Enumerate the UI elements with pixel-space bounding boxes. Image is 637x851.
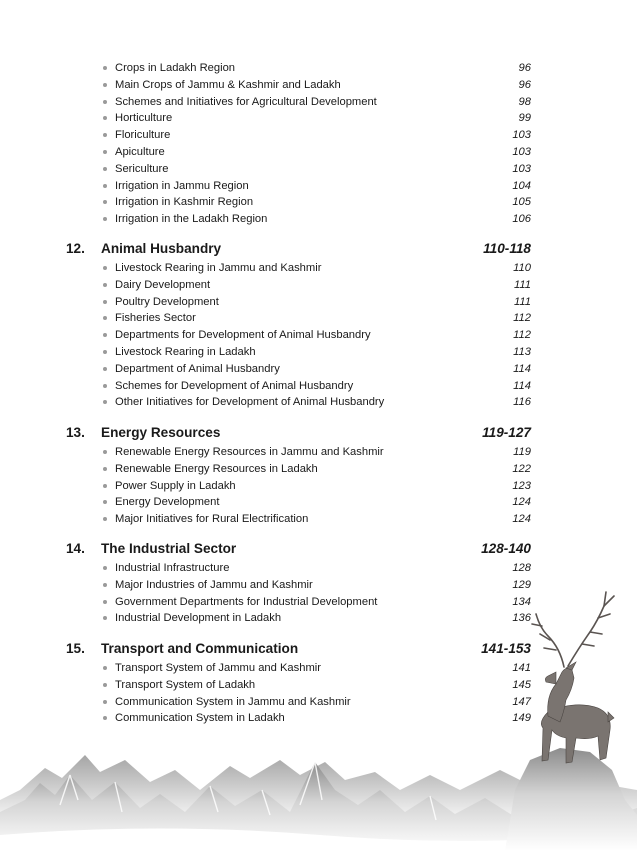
toc-entry-page: 124: [512, 496, 531, 509]
toc-entry-page: 96: [518, 78, 531, 91]
toc-entry[interactable]: [103, 361, 531, 377]
chapter-title: The Industrial Sector: [101, 541, 237, 556]
toc-entry[interactable]: [103, 610, 531, 626]
chapter-heading[interactable]: [66, 240, 531, 258]
toc-entry-label: Energy Development: [103, 494, 219, 510]
toc-entry-page: 114: [513, 379, 531, 392]
toc-entry-label: Major Initiatives for Rural Electrification: [103, 511, 308, 527]
chapter-title-group: [66, 540, 236, 558]
toc-entry[interactable]: [103, 511, 531, 527]
toc-entry-label: Communication System in Ladakh: [103, 710, 285, 726]
toc-entry-page: 141: [512, 662, 531, 674]
toc-entry[interactable]: [103, 694, 531, 710]
chapter-title: Animal Husbandry: [101, 241, 222, 256]
toc-entry-label: Transport System of Ladakh: [103, 677, 255, 693]
toc-entry-label: Schemes for Development of Animal Husbandry: [103, 378, 353, 394]
toc-entry-page: 98: [518, 95, 531, 108]
toc-entry-page: 147: [512, 695, 531, 708]
toc-entry-page: 113: [513, 346, 531, 358]
toc-entry-label: Industrial Development in Ladakh: [103, 610, 281, 626]
toc-entry-page: 111: [513, 295, 531, 308]
toc-entry-page: 149: [512, 712, 531, 725]
toc-entry-page: 112: [513, 329, 531, 342]
toc-entry-page: 103: [512, 162, 531, 175]
toc-entry-page: 99: [518, 112, 531, 125]
toc-entry[interactable]: [103, 577, 531, 593]
toc-entry-label: Crops in Ladakh Region: [103, 60, 235, 76]
toc-entry-page: 124: [512, 513, 531, 526]
chapter-page-range: 119-127: [482, 425, 531, 440]
toc-entry[interactable]: [103, 211, 531, 227]
toc-entry-page: 122: [512, 462, 531, 475]
toc-entry-label: Apiculture: [103, 144, 165, 160]
toc-entry-label: Livestock Rearing in Ladakh: [103, 344, 256, 360]
toc-entry-page: 106: [512, 213, 531, 226]
toc-entry-label: Departments for Development of Animal Husbandry: [103, 327, 371, 343]
toc-entry-label: Government Departments for Industrial Development: [103, 594, 377, 610]
toc-entry-label: Irrigation in Jammu Region: [103, 178, 249, 194]
toc-entry-page: 114: [513, 362, 531, 375]
toc-entry[interactable]: [103, 310, 531, 326]
toc-entry[interactable]: [103, 77, 531, 93]
toc-entry-page: 136: [512, 612, 531, 625]
toc-entry[interactable]: [103, 110, 531, 126]
rock-outcrop-icon: [505, 748, 637, 851]
toc-entry[interactable]: [103, 461, 531, 477]
toc-entry[interactable]: [103, 560, 531, 576]
chapter-page-range: 141-153: [481, 641, 531, 656]
toc-entry[interactable]: [103, 660, 531, 676]
chapter-title: Energy Resources: [101, 425, 221, 440]
toc-entry-page: 128: [512, 562, 531, 574]
toc-entry[interactable]: [103, 378, 531, 394]
toc-entry-label: Livestock Rearing in Jammu and Kashmir: [103, 260, 321, 276]
toc-entry-label: Power Supply in Ladakh: [103, 478, 236, 494]
toc-entry[interactable]: [103, 60, 531, 76]
toc-entry[interactable]: [103, 710, 531, 726]
toc-entry[interactable]: [103, 94, 531, 110]
toc-entry[interactable]: [103, 494, 531, 510]
chapter-heading[interactable]: [66, 424, 531, 442]
toc-entry-label: Renewable Energy Resources in Ladakh: [103, 461, 318, 477]
toc-entry[interactable]: [103, 127, 531, 143]
stag-icon: [532, 592, 614, 763]
toc-entry-page: 116: [513, 396, 531, 409]
toc-entry-label: Sericulture: [103, 161, 168, 177]
mountain-range-back-icon: [0, 755, 637, 851]
toc-entry-page: 96: [518, 62, 531, 74]
chapter-title-group: [66, 424, 220, 442]
toc-entry-label: Dairy Development: [103, 277, 210, 293]
toc-entry[interactable]: [103, 394, 531, 410]
toc-entry-page: 129: [512, 578, 531, 591]
toc-entry-label: Irrigation in Kashmir Region: [103, 194, 253, 210]
toc-entry[interactable]: [103, 327, 531, 343]
toc-entry-page: 112: [513, 312, 531, 325]
chapter-number: 13.: [66, 425, 85, 440]
toc-entry[interactable]: [103, 260, 531, 276]
toc-entry-label: Industrial Infrastructure: [103, 560, 229, 576]
toc-entry-label: Department of Animal Husbandry: [103, 361, 280, 377]
toc-entry-page: 119: [513, 446, 531, 458]
chapter-heading[interactable]: [66, 640, 531, 658]
toc-entry[interactable]: [103, 178, 531, 194]
chapter-title: Transport and Communication: [101, 641, 299, 656]
toc-entry[interactable]: [103, 594, 531, 610]
chapter-page-range: 128-140: [481, 541, 531, 556]
toc-entry[interactable]: [103, 294, 531, 310]
toc-entry-label: Poultry Development: [103, 294, 219, 310]
toc-entry-label: Communication System in Jammu and Kashmir: [103, 694, 351, 710]
toc-entry-label: Horticulture: [103, 110, 172, 126]
toc-entry[interactable]: [103, 194, 531, 210]
toc-entry[interactable]: [103, 161, 531, 177]
toc-entry-label: Renewable Energy Resources in Jammu and Kashmir: [103, 444, 384, 460]
toc-entry-label: Transport System of Jammu and Kashmir: [103, 660, 321, 676]
mountain-range-front-icon: [0, 762, 637, 851]
chapter-number: 12.: [66, 241, 85, 256]
toc-entry-label: Other Initiatives for Development of Animal Husbandry: [103, 394, 384, 410]
toc-entry-page: 104: [512, 179, 531, 192]
chapter-number: 15.: [66, 641, 85, 656]
toc-entry-page: 110: [513, 262, 531, 274]
toc-entry-page: 134: [512, 595, 531, 608]
toc-entry-page: 111: [513, 278, 531, 291]
chapter-page-range: 110-118: [483, 241, 531, 256]
toc-entry[interactable]: [103, 277, 531, 293]
toc-entry-label: Main Crops of Jammu & Kashmir and Ladakh: [103, 77, 341, 93]
toc-entry[interactable]: [103, 478, 531, 494]
toc-entry-label: Schemes and Initiatives for Agricultural Development: [103, 94, 377, 110]
toc-entry-page: 103: [512, 146, 531, 158]
toc-entry-page: 103: [512, 129, 531, 142]
chapter-heading[interactable]: [66, 540, 531, 558]
toc-entry-page: 123: [512, 479, 531, 492]
toc-entry-label: Irrigation in the Ladakh Region: [103, 211, 267, 227]
toc-entry-page: 105: [512, 196, 531, 209]
toc-entry-label: Floriculture: [103, 127, 170, 143]
chapter-title-group: [66, 640, 298, 658]
toc-entry[interactable]: [103, 677, 531, 693]
toc-entry-page: 145: [512, 678, 531, 691]
chapter-number: 14.: [66, 541, 85, 556]
toc-entry-label: Fisheries Sector: [103, 310, 196, 326]
toc-entry[interactable]: [103, 444, 531, 460]
toc-entry[interactable]: [103, 144, 531, 160]
toc-entry[interactable]: [103, 344, 531, 360]
toc-entry-label: Major Industries of Jammu and Kashmir: [103, 577, 313, 593]
chapter-title-group: [66, 240, 221, 258]
